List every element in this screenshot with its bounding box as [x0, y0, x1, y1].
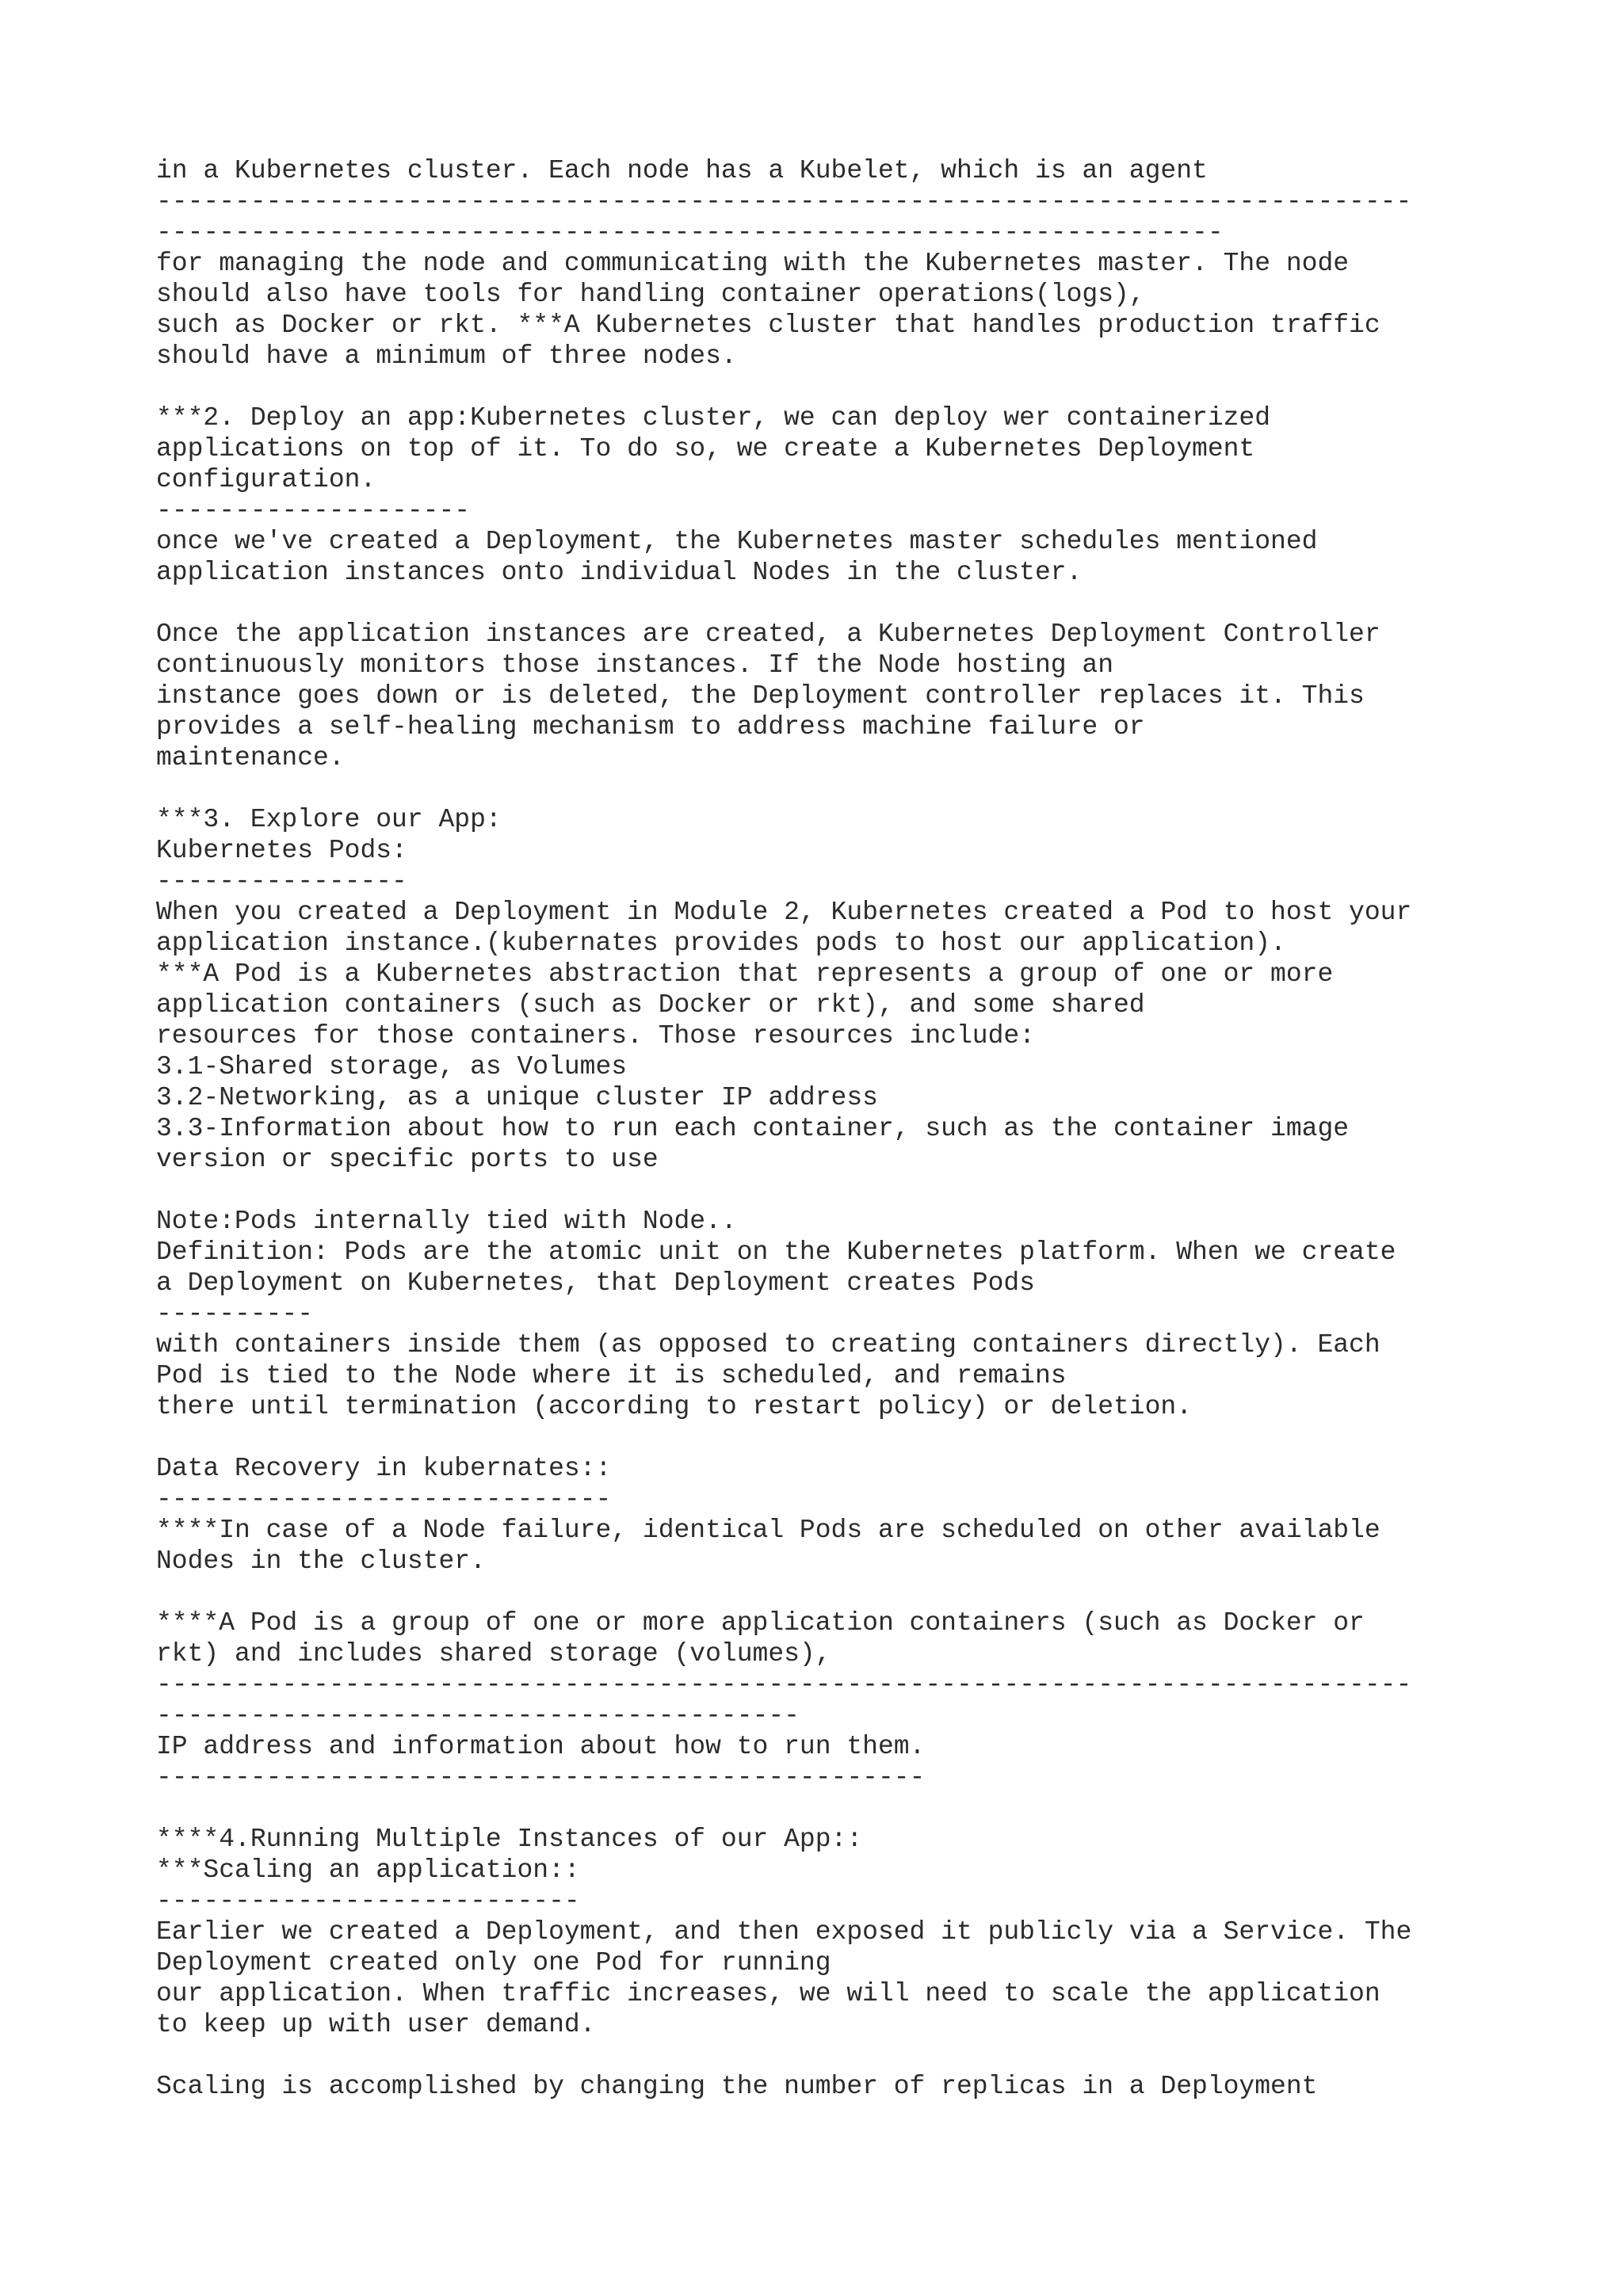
text-line: version or specific ports to use	[156, 1145, 659, 1174]
text-line: a Deployment on Kubernetes, that Deployment creates Pods	[156, 1268, 1035, 1298]
section-heading-explore-app: ***3. Explore our App:	[156, 805, 502, 834]
text-line: to keep up with user demand.	[156, 2010, 596, 2039]
text-line: Earlier we created a Deployment, and then exposed it publicly via a Service. The	[156, 1917, 1412, 1947]
text-line: configuration.	[156, 465, 376, 494]
text-line: provides a self-healing mechanism to address machine failure or	[156, 712, 1145, 742]
blank-line	[156, 1175, 1598, 1206]
text-line: ****A Pod is a group of one or more application containers (such as Docker or	[156, 1608, 1365, 1638]
blank-line	[156, 1793, 1598, 1824]
text-line: Pod is tied to the Node where it is scheduled, and remains	[156, 1361, 1067, 1390]
separator-line: ----------------	[156, 867, 407, 896]
text-line: resources for those containers. Those resources include:	[156, 1021, 1035, 1051]
blank-line	[156, 773, 1598, 804]
text-line: When you created a Deployment in Module 2, Kubernetes created a Pod to host your	[156, 898, 1412, 927]
section-heading-data-recovery: Data Recovery in kubernates::	[156, 1454, 612, 1483]
text-line: application instance.(kubernates provides pods to host our application).	[156, 929, 1286, 958]
text-line: in a Kubernetes cluster. Each node has a Kubelet, which is an agent	[156, 156, 1208, 185]
text-line: Once the application instances are created, a Kubernetes Deployment Controller	[156, 620, 1381, 649]
text-line: for managing the node and communicating with the Kubernetes master. The node	[156, 249, 1350, 278]
text-line: application instances onto individual Nodes in the cluster.	[156, 558, 1083, 587]
separator-line: ----------	[156, 1299, 314, 1329]
blank-line	[156, 1577, 1598, 1608]
text-line: instance goes down or is deleted, the Deployment controller replaces it. This	[156, 681, 1365, 711]
separator-line: -----------------------------------------	[156, 1701, 800, 1730]
subsection-heading-pods: Kubernetes Pods:	[156, 836, 407, 865]
separator-line: ---------------------------	[156, 1886, 580, 1916]
separator-line: --------------------------------------------------------------------------------	[156, 187, 1412, 216]
text-line: ****In case of a Node failure, identical Pods are scheduled on other available	[156, 1516, 1381, 1545]
text-line: continuously monitors those instances. If the Node hosting an	[156, 650, 1113, 680]
text-line: there until termination (according to restart policy) or deletion.	[156, 1392, 1193, 1421]
text-line: IP address and information about how to run them.	[156, 1732, 926, 1761]
text-line: rkt) and includes shared storage (volumes),	[156, 1639, 831, 1669]
section-heading-deploy-app: ***2. Deploy an app:Kubernetes cluster, we can deploy wer containerized	[156, 403, 1271, 433]
definition-line: Definition: Pods are the atomic unit on the Kubernetes platform. When we create	[156, 1238, 1396, 1267]
list-item: 3.1-Shared storage, as Volumes	[156, 1052, 628, 1081]
subsection-heading-scaling: ***Scaling an application::	[156, 1855, 580, 1885]
document-body	[156, 155, 1598, 2102]
blank-line	[156, 1422, 1598, 1453]
list-item: 3.2-Networking, as a unique cluster IP address	[156, 1083, 878, 1112]
blank-line	[156, 372, 1598, 402]
text-line: with containers inside them (as opposed to creating containers directly). Each	[156, 1330, 1381, 1360]
text-line: application containers (such as Docker or rkt), and some shared	[156, 990, 1145, 1020]
separator-line: -------------------------------------------------	[156, 1763, 926, 1792]
list-item: 3.3-Information about how to run each container, such as the container image	[156, 1114, 1350, 1143]
text-line: Scaling is accomplished by changing the number of replicas in a Deployment	[156, 2072, 1318, 2101]
blank-line	[156, 2040, 1598, 2071]
separator-line: -----------------------------	[156, 1485, 612, 1514]
text-line: applications on top of it. To do so, we create a Kubernetes Deployment	[156, 434, 1255, 463]
section-heading-multiple-instances: ****4.Running Multiple Instances of our App::	[156, 1825, 863, 1854]
text-line: Deployment created only one Pod for running	[156, 1948, 831, 1978]
blank-line	[156, 588, 1598, 619]
text-line: maintenance.	[156, 743, 345, 772]
separator-line: --------------------------------------------------------------------	[156, 218, 1224, 247]
note-line: Note:Pods internally tied with Node..	[156, 1207, 737, 1236]
text-line: should have a minimum of three nodes.	[156, 341, 737, 371]
separator-line: --------------------	[156, 496, 471, 525]
text-line: our application. When traffic increases, we will need to scale the application	[156, 1979, 1381, 2008]
text-line: should also have tools for handling container operations(logs),	[156, 280, 1145, 309]
text-line: once we've created a Deployment, the Kubernetes master schedules mentioned	[156, 527, 1318, 556]
text-line: Nodes in the cluster.	[156, 1547, 486, 1576]
text-line: ***A Pod is a Kubernetes abstraction that represents a group of one or more	[156, 959, 1334, 989]
separator-line: --------------------------------------------------------------------------------	[156, 1670, 1412, 1699]
text-line: such as Docker or rkt. ***A Kubernetes cluster that handles production traffic	[156, 311, 1381, 340]
